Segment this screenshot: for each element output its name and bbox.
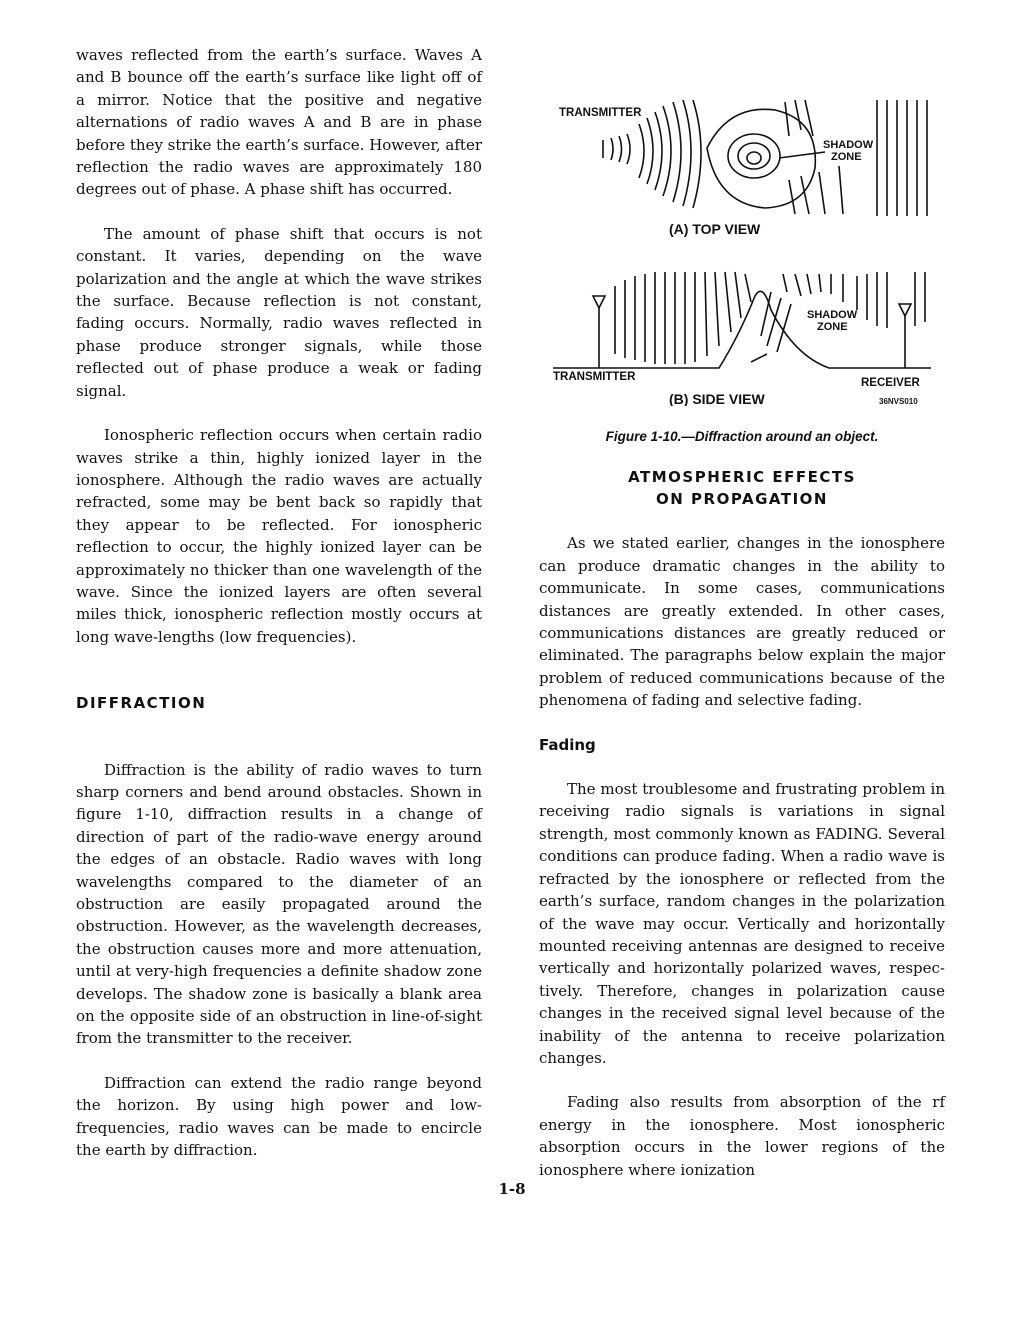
label-transmitter-top: TRANSMITTER	[559, 107, 642, 119]
diffraction-figure	[539, 96, 945, 406]
left-column	[76, 44, 482, 1183]
heading-line-2: ON PROPAGATION	[656, 490, 828, 509]
paragraph-diffraction-range: Diffraction can extend the radio range beyond the horizon. By using high power and low-frequencies, radio waves can be made to encircle the earth by diffraction.	[76, 1073, 482, 1160]
section-heading-diffraction: DIFFRACTION	[76, 694, 207, 713]
paragraph-phase-variation: The amount of phase shift that occurs is not constant. It varies, depending on the wave polarization and the angle at which the wave strikes the surface. Because reflection is not constant, fading occurs. Normally, radio waves reflected in phase produce stronger signals, while those reflected out of phase produce a weak or fading signal.	[76, 224, 482, 400]
label-top-view: (A) TOP VIEW	[669, 221, 761, 237]
figure-caption: Figure 1-10.—Diffraction around an object.	[605, 429, 879, 444]
label-transmitter-side: TRANSMITTER	[553, 371, 636, 383]
diffraction-diagram	[539, 96, 945, 406]
side-view-drawing	[553, 272, 931, 368]
label-shadow-zone-side-1: SHADOW	[807, 309, 858, 321]
paragraph-atmospheric-intro: As we stated earlier, changes in the ionosphere can produce dramatic changes in the ability to communicate. In some cases, communications distances are greatly extended. In other cases, communications distances are greatly reduced or eliminated. The paragraphs below explain the major problem of reduced communications because of the phenomena of fading and selective fading.	[539, 534, 945, 710]
paragraph-phase-shift: waves reflected from the earth’s surface. Waves A and B bounce off the earth’s surface like light off of a mirror. Notice that the positive and negative alternations of radio waves A and B are in phase before they strike the earth’s surface. However, after reflection the radio waves are approximately 180 degrees out of phase. A phase shift has occurred.	[76, 46, 483, 199]
paragraph-ionospheric-reflection: Ionospheric reflection occurs when certain radio waves strike a thin, highly ionized layer in the ionosphere. Although the radio waves are actually refracted, some may be bent back so rapidly that they appear to be reflected. For ionospheric reflection to occur, the highly ionized layer can be approximately no thicker than one wavelength of the wave. Since the ionized layers are often several miles thick, ionospheric reflection mostly occurs at long wave-lengths (low frequencies).	[76, 426, 482, 646]
subheading-fading: Fading	[539, 735, 596, 754]
heading-line-1: ATMOSPHERIC EFFECTS	[628, 468, 856, 487]
label-side-view: (B) SIDE VIEW	[669, 391, 765, 406]
label-shadow-zone-side-2: ZONE	[817, 321, 848, 333]
page-number: 1-8	[498, 1180, 526, 1198]
paragraph-diffraction: Diffraction is the ability of radio waves to turn sharp corners and bend around obstacles. Shown in figure 1-10, diffraction results in a change of direction of part of the radio-wave energy around the edges of an obstacle. Radio waves with long wavelengths compared to the diameter of an obstruction are easily propagated around the obstruction. However, as the wavelength decreases, the obstruction causes more and more attenuation, until at very-high frequencies a definite shadow zone develops. The shadow zone is basically a blank area on the opposite side of an obstruction in line-of-sight from the transmitter to the receiver.	[76, 760, 482, 1048]
label-receiver: RECEIVER	[861, 377, 920, 389]
paragraph-absorption: Fading also results from absorption of the rf energy in the ionosphere. Most ionospheric absorption occurs in the lower regions of the ionosphere where ionization	[539, 1093, 945, 1179]
label-shadow-zone-top-1: SHADOW	[823, 139, 874, 151]
section-heading-atmospheric-effects	[539, 466, 945, 510]
label-figure-code: 36NVS010	[879, 397, 918, 406]
right-column	[539, 96, 945, 1203]
label-shadow-zone-top-2: ZONE	[831, 151, 862, 163]
top-view-drawing	[603, 100, 927, 216]
paragraph-fading: The most troublesome and frustrating problem in receiving radio signals is variations in signal strength, most commonly known as FADING. Several conditions can produce fading. When a radio wave is refracted by the ionosphere or reflected from the earth’s surface, random changes in the polarization of the wave may occur. Vertically and horizontally mounted receiving antennas are designed to receive vertically and horizontally polarized waves, respec-tively. Therefore, changes in polarization cause changes in the received signal level because of the inability of the antenna to receive polarization changes.	[539, 780, 945, 1067]
